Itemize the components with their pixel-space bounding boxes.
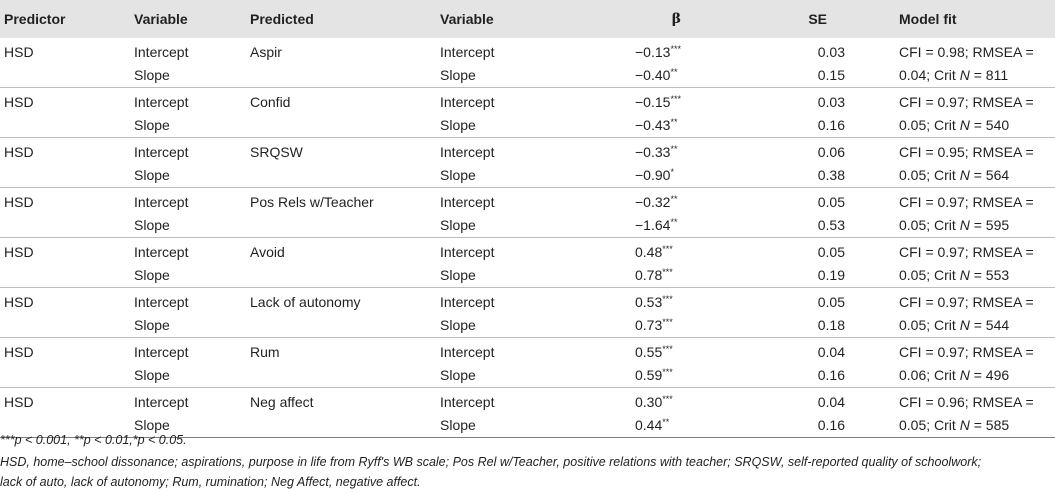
predicted-cell: [250, 88, 440, 138]
beta-number: 0.55: [635, 344, 663, 360]
significance-stars: ***: [670, 94, 681, 104]
variable-slope: Slope: [134, 417, 170, 433]
crit-n-value: 564: [985, 167, 1010, 183]
predictor-cell: [0, 88, 134, 138]
n-symbol: N: [959, 217, 970, 233]
variable-slope: Slope: [440, 417, 476, 433]
model-fit-text: CFI = 0.97; RMSEA = 0.06; Crit N = 496: [899, 344, 1034, 383]
n-symbol: N: [959, 267, 970, 283]
se-cell: [715, 88, 845, 138]
beta-value: [558, 164, 715, 187]
predicted-text: Lack of autonomy: [250, 294, 361, 310]
table-row: [0, 338, 1055, 388]
variable-intercept: Intercept: [134, 194, 189, 210]
se-slope: 0.38: [817, 167, 845, 183]
significance-stars: ***: [662, 344, 673, 354]
se-intercept: 0.05: [817, 294, 845, 310]
table-row: [0, 138, 1055, 188]
beta-cell: [558, 288, 715, 338]
significance-stars: ***: [662, 317, 673, 327]
table-row: [0, 38, 1055, 88]
significance-stars: **: [670, 67, 678, 77]
variable-cell: [134, 38, 250, 88]
variable-slope: Slope: [134, 167, 170, 183]
variable-intercept: Intercept: [134, 344, 189, 360]
model-fit-text: CFI = 0.96; RMSEA = 0.05; Crit N = 585: [899, 394, 1034, 433]
fit-stats: CFI = 0.97; RMSEA = 0.05; Crit: [899, 294, 1034, 333]
beta-cell: [558, 238, 715, 288]
beta-cell: [558, 188, 715, 238]
predictor-text: HSD: [4, 144, 34, 160]
table-row: [0, 88, 1055, 138]
beta-value: [558, 364, 715, 387]
beta-cell: [558, 88, 715, 138]
model-fit-cell: [845, 188, 1055, 238]
n-symbol: N: [959, 67, 970, 83]
variable-slope: Slope: [134, 317, 170, 333]
header-predicted: Predicted: [250, 11, 314, 27]
header-variable-2: Variable: [440, 11, 494, 27]
beta-value: [558, 114, 715, 137]
crit-n-value: 553: [985, 267, 1010, 283]
model-fit-cell: [845, 38, 1055, 88]
predicted-cell: [250, 238, 440, 288]
predicted-text: Aspir: [250, 44, 282, 60]
predictor-text: HSD: [4, 294, 34, 310]
model-fit-cell: [845, 88, 1055, 138]
variable-slope: Slope: [440, 167, 476, 183]
fit-stats: CFI = 0.97; RMSEA = 0.05; Crit: [899, 94, 1034, 133]
beta-value: [558, 391, 715, 414]
n-symbol: N: [959, 417, 970, 433]
predicted-cell: [250, 288, 440, 338]
predicted-cell: [250, 338, 440, 388]
beta-value: [558, 214, 715, 237]
variable-intercept: Intercept: [440, 194, 495, 210]
beta-value: [558, 191, 715, 214]
variable-cell: [134, 88, 250, 138]
beta-value: [558, 241, 715, 264]
significance-stars: **: [670, 117, 678, 127]
predictor-text: HSD: [4, 194, 34, 210]
predicted-text: Pos Rels w/Teacher: [250, 194, 374, 210]
fit-stats: CFI = 0.95; RMSEA = 0.05; Crit: [899, 144, 1034, 183]
beta-number: −1.64: [635, 217, 671, 233]
significance-stars: **: [670, 194, 678, 204]
se-cell: [715, 288, 845, 338]
variable-intercept: Intercept: [440, 244, 495, 260]
predicted-text: Rum: [250, 344, 280, 360]
se-intercept: 0.03: [817, 44, 845, 60]
significance-stars: ***: [670, 44, 681, 54]
variable-slope: Slope: [440, 117, 476, 133]
variable-cell: [134, 188, 250, 238]
header-predictor: Predictor: [4, 11, 66, 27]
beta-number: 0.73: [635, 317, 663, 333]
beta-number: −0.43: [635, 117, 671, 133]
crit-n-value: 585: [985, 417, 1010, 433]
significance-stars: ***: [662, 294, 673, 304]
variable-slope: Slope: [134, 117, 170, 133]
predicted-cell: [250, 38, 440, 88]
model-fit-text: CFI = 0.97; RMSEA = 0.05; Crit N = 544: [899, 294, 1034, 333]
variable-cell: [440, 88, 558, 138]
se-intercept: 0.05: [817, 194, 845, 210]
predictor-cell: [0, 188, 134, 238]
model-fit-text: CFI = 0.95; RMSEA = 0.05; Crit N = 564: [899, 144, 1034, 183]
variable-intercept: Intercept: [134, 44, 189, 60]
beta-number: −0.32: [635, 194, 671, 210]
table-notes: [0, 430, 1055, 492]
beta-number: −0.40: [635, 67, 671, 83]
variable-intercept: Intercept: [440, 144, 495, 160]
se-cell: [715, 338, 845, 388]
significance-stars: ***: [662, 267, 673, 277]
variable-cell: [440, 38, 558, 88]
variable-cell: [440, 238, 558, 288]
beta-number: 0.53: [635, 294, 663, 310]
model-fit-cell: [845, 238, 1055, 288]
fit-stats: CFI = 0.97; RMSEA = 0.05; Crit: [899, 194, 1034, 233]
beta-number: 0.44: [635, 417, 663, 433]
header-variable-1: Variable: [134, 11, 188, 27]
predictor-cell: [0, 238, 134, 288]
beta-value: [558, 91, 715, 114]
se-cell: [715, 238, 845, 288]
variable-slope: Slope: [440, 367, 476, 383]
se-cell: [715, 138, 845, 188]
se-slope: 0.16: [817, 117, 845, 133]
beta-number: −0.15: [635, 94, 671, 110]
variable-slope: Slope: [440, 317, 476, 333]
significance-stars: ***: [662, 367, 673, 377]
variable-intercept: Intercept: [440, 294, 495, 310]
se-slope: 0.15: [817, 67, 845, 83]
predictor-text: HSD: [4, 394, 34, 410]
beta-cell: [558, 338, 715, 388]
predictor-cell: [0, 38, 134, 88]
beta-cell: [558, 38, 715, 88]
fit-stats: CFI = 0.98; RMSEA = 0.04; Crit: [899, 44, 1034, 83]
variable-slope: Slope: [134, 67, 170, 83]
variable-cell: [440, 138, 558, 188]
beta-value: [558, 141, 715, 164]
predictor-cell: [0, 138, 134, 188]
variable-cell: [134, 288, 250, 338]
fit-stats: CFI = 0.97; RMSEA = 0.05; Crit: [899, 244, 1034, 283]
beta-number: 0.30: [635, 394, 663, 410]
se-intercept: 0.04: [817, 394, 845, 410]
model-fit-text: CFI = 0.97; RMSEA = 0.05; Crit N = 553: [899, 244, 1034, 283]
se-intercept: 0.04: [817, 344, 845, 360]
predictor-cell: [0, 288, 134, 338]
se-slope: 0.16: [817, 417, 845, 433]
variable-cell: [440, 288, 558, 338]
variable-cell: [134, 338, 250, 388]
predictor-text: HSD: [4, 94, 34, 110]
significance-stars: **: [662, 417, 670, 427]
significance-note: ***p < 0.001, **p < 0.01,*p < 0.05.: [0, 433, 187, 447]
variable-slope: Slope: [134, 217, 170, 233]
predicted-text: SRQSW: [250, 144, 303, 160]
beta-value: [558, 314, 715, 337]
variable-intercept: Intercept: [134, 244, 189, 260]
predicted-text: Neg affect: [250, 394, 314, 410]
model-fit-cell: [845, 338, 1055, 388]
se-slope: 0.16: [817, 367, 845, 383]
variable-cell: [134, 238, 250, 288]
beta-value: [558, 341, 715, 364]
beta-number: 0.78: [635, 267, 663, 283]
se-slope: 0.18: [817, 317, 845, 333]
table-row: [0, 288, 1055, 338]
crit-n-value: 496: [985, 367, 1010, 383]
model-fit-text: CFI = 0.97; RMSEA = 0.05; Crit N = 595: [899, 194, 1034, 233]
header-beta: β: [671, 11, 681, 27]
beta-number: −0.13: [635, 44, 671, 60]
beta-value: [558, 41, 715, 64]
se-intercept: 0.03: [817, 94, 845, 110]
variable-slope: Slope: [134, 267, 170, 283]
variable-intercept: Intercept: [440, 344, 495, 360]
se-cell: [715, 188, 845, 238]
header-row: [0, 0, 1055, 38]
variable-cell: [134, 138, 250, 188]
se-slope: 0.19: [817, 267, 845, 283]
crit-n-value: 595: [985, 217, 1010, 233]
crit-n-value: 544: [985, 317, 1010, 333]
significance-stars: ***: [662, 394, 673, 404]
significance-stars: ***: [662, 244, 673, 254]
n-symbol: N: [959, 117, 970, 133]
crit-n-value: 540: [985, 117, 1010, 133]
table-row: [0, 238, 1055, 288]
beta-number: −0.33: [635, 144, 671, 160]
beta-number: 0.48: [635, 244, 663, 260]
variable-cell: [440, 338, 558, 388]
predictor-text: HSD: [4, 244, 34, 260]
variable-cell: [440, 188, 558, 238]
model-fit-text: CFI = 0.98; RMSEA = 0.04; Crit N = 811: [899, 44, 1034, 83]
predictor-cell: [0, 338, 134, 388]
variable-slope: Slope: [440, 267, 476, 283]
significance-stars: **: [670, 217, 678, 227]
model-fit-cell: [845, 138, 1055, 188]
n-symbol: N: [959, 317, 970, 333]
predictor-text: HSD: [4, 44, 34, 60]
crit-n-value: 811: [985, 67, 1009, 83]
predicted-text: Confid: [250, 94, 291, 110]
fit-stats: CFI = 0.97; RMSEA = 0.06; Crit: [899, 344, 1034, 383]
variable-intercept: Intercept: [134, 94, 189, 110]
variable-intercept: Intercept: [134, 144, 189, 160]
variable-intercept: Intercept: [440, 44, 495, 60]
beta-value: [558, 64, 715, 87]
variable-intercept: Intercept: [134, 294, 189, 310]
beta-value: [558, 264, 715, 287]
variable-intercept: Intercept: [440, 394, 495, 410]
n-symbol: N: [959, 167, 970, 183]
variable-intercept: Intercept: [134, 394, 189, 410]
beta-number: 0.59: [635, 367, 663, 383]
abbreviations-note-1: HSD, home–school dissonance; aspirations, purpose in life from Ryff's WB scale; Pos Rel w/Teacher, positive relations with teacher; SRQSW, self-reported quality of schoolwork;: [0, 455, 982, 469]
table-body: [0, 38, 1055, 438]
predictor-text: HSD: [4, 344, 34, 360]
variable-slope: Slope: [440, 67, 476, 83]
variable-slope: Slope: [134, 367, 170, 383]
se-slope: 0.53: [817, 217, 845, 233]
n-symbol: N: [959, 367, 970, 383]
variable-intercept: Intercept: [440, 94, 495, 110]
predicted-cell: [250, 138, 440, 188]
significance-stars: *: [670, 167, 674, 177]
fit-stats: CFI = 0.96; RMSEA = 0.05; Crit: [899, 394, 1034, 433]
table-row: [0, 188, 1055, 238]
header-model-fit: Model fit: [899, 11, 957, 27]
header-se: SE: [808, 11, 827, 27]
beta-cell: [558, 138, 715, 188]
se-intercept: 0.05: [817, 244, 845, 260]
predicted-text: Avoid: [250, 244, 285, 260]
variable-slope: Slope: [440, 217, 476, 233]
significance-stars: **: [670, 144, 678, 154]
predicted-cell: [250, 188, 440, 238]
se-cell: [715, 38, 845, 88]
beta-number: −0.90: [635, 167, 671, 183]
se-intercept: 0.06: [817, 144, 845, 160]
beta-value: [558, 291, 715, 314]
model-fit-cell: [845, 288, 1055, 338]
model-fit-text: CFI = 0.97; RMSEA = 0.05; Crit N = 540: [899, 94, 1034, 133]
abbreviations-note-2: lack of auto, lack of autonomy; Rum, rumination; Neg Affect, negative affect.: [0, 475, 421, 489]
